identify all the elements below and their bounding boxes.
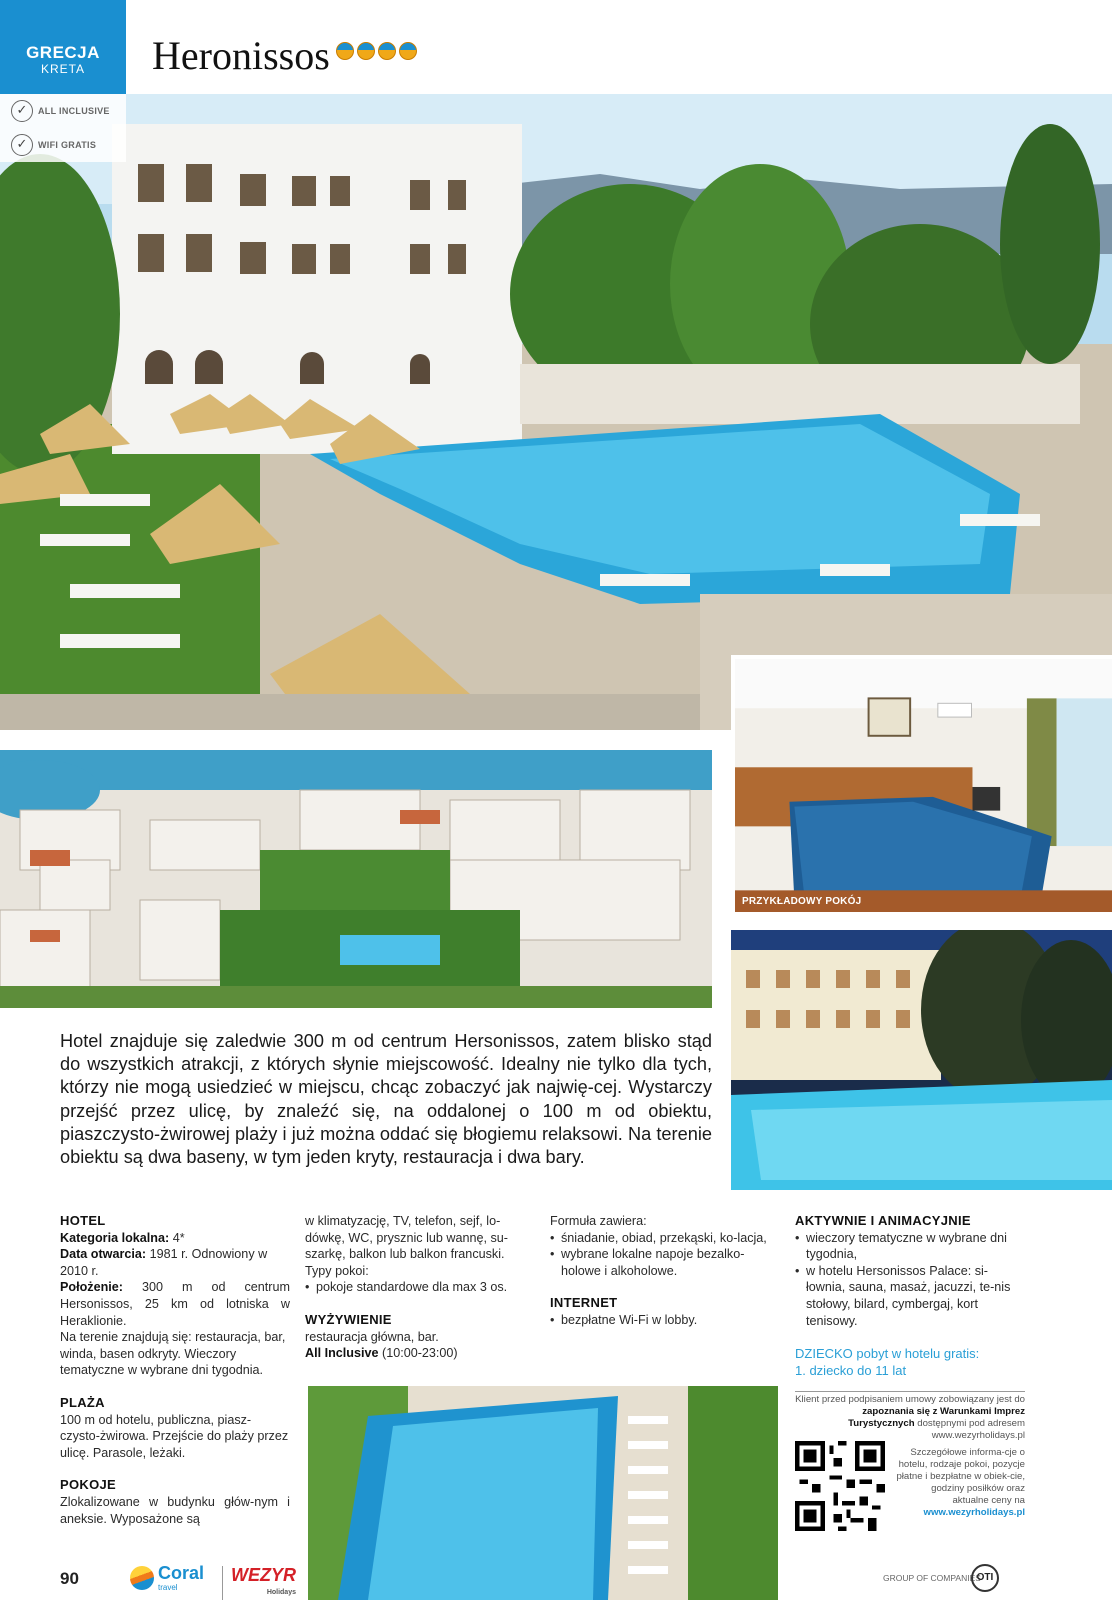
check-circle-icon: ✓ — [11, 100, 33, 122]
group-of-companies: GROUP OF COMPANIES — [883, 1573, 981, 1583]
hotel-facilities: Na terenie znajdują się: restauracja, bar, winda, basen odkryty. Wieczory tematyczne w wybrane dni tygodnia. — [60, 1330, 286, 1378]
coral-travel-logo — [130, 1564, 204, 1592]
wezyr-brand: WEZYR — [231, 1565, 296, 1585]
region-country: GRECJA — [26, 43, 100, 62]
internet-heading: INTERNET — [550, 1295, 618, 1311]
star-icon — [399, 42, 417, 60]
badge-all-inclusive — [0, 94, 126, 128]
night-pool-photo — [731, 930, 1112, 1190]
star-icon — [378, 42, 396, 60]
formula-list — [550, 1230, 780, 1280]
terms-note: Klient przed podpisaniem umowy zobowiązany jest do zapoznania się z Warunkami Imprez Turystycznych dostępnymi pod adresem www.wezyrholidays.pl — [795, 1391, 1025, 1442]
beach-heading: PLAŻA — [60, 1394, 105, 1410]
aerial-town-photo — [0, 750, 712, 1008]
star-icon — [336, 42, 354, 60]
hotel-heading: HOTEL — [60, 1213, 106, 1228]
activities-heading: AKTYWNIE I ANIMACYJNIE — [795, 1213, 971, 1228]
hotel-info-column — [60, 1213, 290, 1527]
details-note: Szczegółowe informa-cje o hotelu, rodzaje pokoi, pozycje płatne i bezpłatne w obiek-cie, godziny posiłków oraz aktualne ceny na www.wezyrholidays.pl — [896, 1447, 1025, 1518]
badge-wifi — [0, 128, 126, 162]
food-heading: WYŻYWIENIE — [305, 1311, 392, 1327]
coral-ball-icon — [130, 1566, 154, 1590]
wezyr-holidays-logo — [222, 1566, 296, 1600]
child-promo-line1: DZIECKO pobyt w hotelu gratis: — [795, 1346, 980, 1362]
child-promo-line2: 1. dziecko do 11 lat — [795, 1363, 907, 1379]
list-item: • bezpłatne Wi-Fi w lobby. — [550, 1312, 780, 1329]
rooms-text-b: w klimatyzację, TV, telefon, sejf, lo-dówkę, WC, prysznic lub wannę, su-szarkę, balkon lub balkon francuski. — [305, 1214, 508, 1262]
list-item: • pokoje standardowe dla max 3 os. — [305, 1279, 535, 1296]
badge-label: WIFI GRATIS — [38, 140, 97, 150]
rooms-heading: POKOJE — [60, 1477, 116, 1493]
region-box — [0, 0, 126, 94]
activities-column — [795, 1213, 1025, 1379]
list-item: • wybrane lokalne napoje bezalko-holowe i alkoholowe. — [550, 1246, 780, 1279]
hotel-opened: Data otwarcia: 1981 r. Odnowiony w 2010 r. — [60, 1247, 268, 1278]
rooms-text-a: Zlokalizowane w budynku głów-nym i aneksie. Wyposażone są — [60, 1494, 290, 1526]
hotel-title: Heronissos — [152, 33, 330, 78]
star-rating — [336, 42, 417, 60]
star-icon — [357, 42, 375, 60]
food-text: restauracja główna, bar. — [305, 1329, 439, 1344]
page-number: 90 — [60, 1569, 79, 1588]
beach-text: 100 m od hotelu, publiczna, piasz-czysto-żwirowa. Przejście do plaży przez ulicę. Parasole, leżaki. — [60, 1412, 289, 1460]
region-subregion: KRETA — [40, 62, 86, 76]
coral-brand: Coral — [158, 1563, 205, 1583]
hotel-description: Hotel znajduje się zaledwie 300 m od centrum Hersonissos, zatem blisko stąd do wszystkich atrakcji, z których słynie miejscowość. Idealny nie tylko dla tych, którzy nie mogą usiedzieć w miejscu, chcąc zobaczyć jak najwię-cej. Wystarczy przejść przez ulicę, by znaleźć się, na oddalonej o 100 m od obiektu, piaszczysto-żwirowej plaży i już można oddać się błogiemu relaksowi. Na terenie obiektu są dwa baseny, w tym jeden kryty, restauracja i dwa bary. — [60, 1031, 712, 1168]
oti-logo: OTI — [971, 1564, 999, 1592]
list-item: • wieczory tematyczne w wybrane dni tygodnia, — [795, 1230, 1025, 1263]
coral-sub: travel — [158, 1583, 178, 1592]
room-photo-caption: PRZYKŁADOWY POKÓJ — [742, 896, 862, 907]
food-all-inclusive: All Inclusive (10:00-23:00) — [305, 1346, 458, 1361]
check-circle-icon: ✓ — [11, 134, 33, 156]
badge-label: ALL INCLUSIVE — [38, 106, 110, 116]
list-item: • śniadanie, obiad, przekąski, ko-lacja, — [550, 1230, 780, 1247]
room-types-list — [305, 1279, 535, 1296]
activities-list — [795, 1230, 1025, 1330]
internet-list — [550, 1312, 780, 1329]
list-item: • w hotelu Hersonissos Palace: si-łownia, sauna, masaż, jacuzzi, te-nis stołowy, bilard, cymbergaj, kort tenisowy. — [795, 1263, 1025, 1329]
room-photo — [731, 655, 1112, 912]
formula-column — [550, 1213, 780, 1329]
formula-intro: Formuła zawiera: — [550, 1214, 647, 1228]
hotel-location: Położenie: 300 m od centrum Hersonissos, 25 km od lotniska w Heraklionie. — [60, 1280, 290, 1328]
hotel-pool-photo — [0, 94, 1112, 730]
wezyr-sub: Holidays — [266, 1589, 296, 1596]
details-url[interactable]: www.wezyrholidays.pl — [923, 1507, 1025, 1518]
terms-url[interactable]: www.wezyrholidays.pl — [931, 1430, 1025, 1441]
room-types-label: Typy pokoi: — [305, 1263, 369, 1278]
rooms-food-column — [305, 1213, 535, 1362]
hotel-category: Kategoria lokalna: 4* — [60, 1230, 185, 1245]
aerial-pool-photo — [308, 1386, 778, 1600]
qr-code[interactable] — [795, 1441, 885, 1531]
